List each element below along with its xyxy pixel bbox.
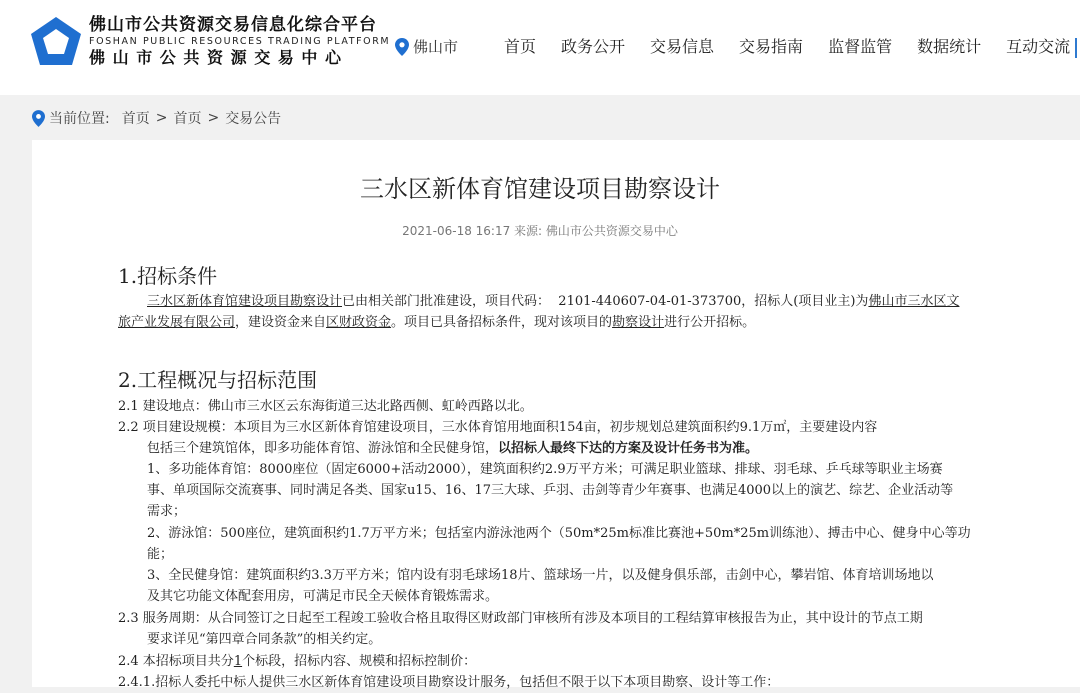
nav-home[interactable]: 首页 (504, 37, 537, 56)
location-pin-icon (395, 38, 409, 56)
nav-statistics[interactable]: 数据统计 (917, 37, 982, 56)
item-2-line1: 2、游泳馆：500座位，建筑面积约1.7万平方米；包括室内游泳池两个（50m*25m标准比赛池+50m*25m训练池）、搏击中心、健身中心等功 (147, 526, 971, 541)
nav-interaction[interactable]: 互动交流 (1006, 37, 1071, 56)
para-2-3-a: 2.3 服务周期：从合同签订之日起至工程竣工验收合格且取得区财政部门审核所有涉及本项目的工程结算审核报告为止，其中设计的节点工期 (118, 611, 923, 626)
item-3-line2: 及其它功能文体配套用房，可满足市民全天候体育锻炼需求。 (147, 589, 499, 604)
pentagon-logo-icon[interactable] (30, 16, 82, 68)
breadcrumb-home-2[interactable]: 首页 (173, 111, 202, 127)
para-2-4-1: 2.4.1.招标人委托中标人提供三水区新体育馆建设项目勘察设计服务，包括但不限于以下本项目勘察、设计等工作： (118, 675, 780, 690)
article-title: 三水区新体育馆建设项目勘察设计 (360, 175, 720, 203)
breadcrumb-home[interactable]: 首页 (121, 111, 150, 127)
section1-line2 (118, 312, 755, 333)
text-span: 包括三个建筑馆体，即多功能体育馆、游泳馆和全民健身馆， (147, 441, 499, 456)
location-pin-icon (32, 110, 45, 127)
main-nav (504, 34, 1080, 60)
breadcrumb-separator: > (155, 110, 168, 126)
text-span: 2.4 本招标项目共分 (118, 654, 234, 669)
text-span: ，建设资金来自 (235, 315, 327, 330)
site-logo[interactable] (89, 14, 390, 68)
para-2-2-a: 2.2 项目建设规模：本项目为三水区新体育馆建设项目，三水体育馆用地面积154亩，初步规划总建筑面积约9.1万㎡，主要建设内容 (118, 420, 878, 435)
para-2-3-b: 要求详见“第四章合同条款”的相关约定。 (147, 632, 382, 647)
item-2-line2: 能； (147, 547, 174, 562)
breadcrumb-separator: > (207, 110, 220, 126)
text-span: 。项目已具备招标条件，现对该项目的 (391, 315, 613, 330)
item-1-line3: 需求； (147, 504, 187, 519)
breadcrumb (32, 107, 281, 129)
tenderer-link-cont[interactable]: 旅产业发展有限公司 (118, 315, 236, 330)
text-span: 2101-440607-04-01-373700，招标人(项目业主)为 (558, 294, 869, 309)
city-selector[interactable]: 佛山市 (413, 38, 459, 56)
section-heading-project-overview: 2.工程概况与招标范围 (118, 368, 318, 392)
site-header (0, 0, 1080, 95)
logo-name-en: FOSHAN PUBLIC RESOURCES TRADING PLATFORM (89, 36, 391, 47)
nav-trading-guide[interactable]: 交易指南 (739, 37, 804, 56)
lot-count: 1 (233, 654, 243, 669)
bid-type: 勘察设计 (612, 315, 665, 330)
logo-name-cn: 佛山市公共资源交易信息化综合平台 (89, 15, 377, 35)
item-1-line1: 1、多功能体育馆：8000座位（固定6000+活动2000），建筑面积约2.9万平方米；可满足职业篮球、排球、羽毛球、乒乓球等职业主场赛 (147, 462, 943, 477)
article-panel (32, 140, 1080, 690)
section-heading-bidding-conditions: 1.招标条件 (118, 264, 218, 288)
nav-government-affairs[interactable]: 政务公开 (561, 37, 626, 56)
section1-line1 (147, 291, 959, 312)
logo-center-cn: 佛山市公共资源交易中心 (89, 48, 349, 67)
nav-overflow-edge (1075, 38, 1077, 58)
text-span: 已由相关部门批准建设，项目代码： (342, 294, 551, 309)
tenderer-link[interactable]: 佛山市三水区文 (868, 294, 960, 309)
breadcrumb-announcements[interactable]: 交易公告 (225, 111, 282, 127)
para-2-2-b (147, 438, 758, 459)
article-meta: 2021-06-18 16:17 来源: 佛山市公共资源交易中心 (402, 224, 678, 238)
para-2-4 (118, 651, 476, 672)
text-span-bold: 以招标人最终下达的方案及设计任务书为准。 (498, 441, 759, 456)
item-3-line1: 3、全民健身馆：建筑面积约3.3万平方米；馆内设有羽毛球场18片、篮球场一片，以及健身俱乐部，击剑中心，攀岩馆、体育培训场地以 (147, 568, 934, 583)
funding-source: 区财政资金 (326, 315, 392, 330)
nav-supervision[interactable]: 监督监管 (828, 37, 893, 56)
breadcrumb-label: 当前位置: (49, 111, 110, 127)
item-1-line2: 事、单项国际交流赛事、同时满足各类、国家u15、16、17三大球、乒羽、击剑等青少年赛事、也满足4000以上的演艺、综艺、企业活动等 (147, 483, 954, 498)
text-span: 个标段，招标内容、规模和招标控制价： (242, 654, 477, 669)
text-span: 进行公开招标。 (664, 315, 756, 330)
nav-trading-info[interactable]: 交易信息 (650, 37, 715, 56)
para-2-1: 2.1 建设地点：佛山市三水区云东海街道三达北路西侧、虹岭西路以北。 (118, 399, 533, 414)
project-name-link[interactable]: 三水区新体育馆建设项目勘察设计 (147, 294, 343, 309)
